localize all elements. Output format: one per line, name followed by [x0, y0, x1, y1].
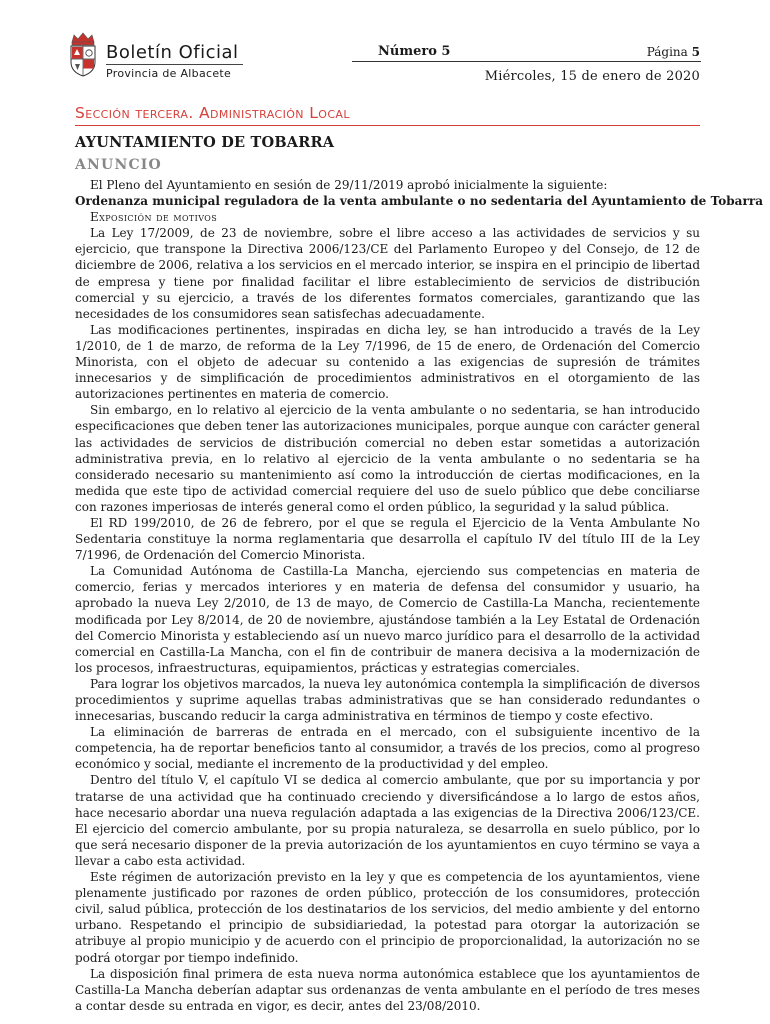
page-indicator — [647, 45, 700, 59]
ordinance-title: Ordenanza municipal reguladora de la venta ambulante o no sedentaria del Ayuntamiento de Tobarra — [75, 194, 764, 209]
body-paragraph: Las modificaciones pertinentes, inspiradas en dicha ley, se han introducido a través de la Ley 1/2010, de 1 de marzo, de reforma de la Ley 7/1996, de 15 de enero, de Ordenación del Comercio Minorista, con el objeto de adecuar su contenido a las exigencias de supresión de trámites innecesarios y de simplificación de procedimientos administrativos en el otorgamiento de las autorizaciones pertinentes en materia de comercio. — [75, 322, 700, 402]
albacete-coat-of-arms-icon — [66, 31, 100, 77]
body-paragraph: Este régimen de autorización previsto en la ley y que es competencia de los ayuntamientos, viene plenamente justificado por razones de orden público, protección de los consumidores, protección civil, salud pública, protección de los destinatarios de los servicios, del medio ambiente y del entorno urbano. Respetando el principio de subsidiariedad, la potestad para otorgar la autorización se atribuye al propio municipio y de acuerdo con el principio de proporcionalidad, la autorización no se podrá otorgar por tiempo indefinido. — [75, 870, 700, 965]
notice-type: ANUNCIO — [75, 157, 162, 173]
bulletin-subtitle: Provincia de Albacete — [106, 67, 232, 80]
intro-paragraph: El Pleno del Ayuntamiento en sesión de 29/11/2019 aprobó inicialmente la siguiente: — [90, 178, 608, 192]
page-label: Página — [646, 45, 688, 59]
body-paragraph: La Comunidad Autónoma de Castilla-La Mancha, ejerciendo sus competencias en materia de comercio, ferias y mercados interiores y en materia de defensa del consumidor y usuario, ha aprobado la nueva Ley 2/2010, de 13 de mayo, de Comercio de Castilla-La Mancha, recientemente modificada por Ley 8/2014, de 20 de noviembre, ajustándose también a la Ley Estatal de Ordenación del Comercio Minorista y estableciendo así un nuevo marco jurídico para el desarrollo de la actividad comercial en Castilla-La Mancha, con el fin de contribuir de manera decisiva a la modernización de los procesos, infraestructuras, equipamientos, prácticas y estrategias comerciales. — [75, 564, 700, 675]
header-rule — [352, 61, 701, 62]
notice-body — [75, 177, 764, 1014]
page-number: 5 — [691, 45, 700, 59]
body-paragraph: Dentro del título V, el capítulo VI se dedica al comercio ambulante, que por su importancia y por tratarse de una actividad que ha continuado creciendo y diversificándose a lo largo de estos años, hace necesario abordar una nueva regulación adaptada a las exigencias de la Directiva 2006/123/CE. El ejercicio del comercio ambulante, por su propia naturaleza, se desarrolla en suelo público, por lo que será necesario disponer de la previa autorización de los ayuntamientos en cuyo término se vaya a llevar a cabo esta actividad. — [75, 773, 700, 868]
body-paragraph: Para lograr los objetivos marcados, la nueva ley autonómica contempla la simplificación de diversos procedimientos y suprime aquellas trabas administrativas que se han considerado redundantes o innecesarias, buscando reducir la carga administrativa en términos de tiempo y coste efectivo. — [75, 676, 700, 724]
bulletin-title: Boletín Oficial — [106, 42, 239, 63]
body-paragraph: La Ley 17/2009, de 23 de noviembre, sobre el libre acceso a las actividades de servicios y su ejercicio, que transpone la Directiva 2006/123/CE del Parlamento Europeo y del Consejo, de 12 de diciembre de 2006, relativa a los servicios en el mercado interior, se inspira en el principio de libertad de empresa y tiene por finalidad facilitar el libre establecimiento de servicios de distribución comercial y su ejercicio, a través de los diferentes formatos comerciales, garantizando que las necesidades de los consumidores sean satisfechas adecuadamente. — [75, 226, 700, 321]
entity-heading: AYUNTAMIENTO DE TOBARRA — [75, 134, 335, 151]
issue-number: Número 5 — [378, 44, 451, 59]
body-paragraph: Sin embargo, en lo relativo al ejercicio de la venta ambulante o no sedentaria, se han introducido especificaciones que deben tener las autorizaciones municipales, porque aunque con carácter general las actividades de servicios de distribución comercial no deben estar sometidas a autorización administrativa previa, en lo relativo al ejercicio de la venta ambulante o no sedentaria se ha considerado necesario su mantenimiento así como la introducción de ciertas modificaciones, en la medida que este tipo de actividad comercial requiere del uso de suelo público que debe conciliarse con razones imperiosas de interés general como el orden público, la seguridad y la salud pública. — [75, 403, 700, 514]
subheading: Exposición de motivos — [90, 210, 218, 225]
bulletin-title-rule — [106, 64, 243, 65]
body-paragraph: El RD 199/2010, de 26 de febrero, por el que se regula el Ejercicio de la Venta Ambulante No Sedentaria constituye la norma reglamentaria que desarrolla el capítulo IV del título III de la Ley 7/1996, de Ordenación del Comercio Minorista. — [75, 515, 700, 563]
section-heading: Sección tercera. Administración Local — [75, 104, 350, 122]
body-paragraph: La disposición final primera de esta nueva norma autonómica establece que los ayuntamientos de Castilla-La Mancha deberían adaptar sus ordenanzas de venta ambulante en el período de tres meses a contar desde su entrada en vigor, es decir, antes del 23/08/2010. — [75, 966, 700, 1013]
section-rule — [75, 125, 700, 126]
issue-date: Miércoles, 15 de enero de 2020 — [484, 69, 700, 84]
body-paragraph: La eliminación de barreras de entrada en el mercado, con el subsiguiente incentivo de la competencia, ha de reportar beneficios tanto al consumidor, a través de los precios, como al progreso económico y social, mediante el incremento de la productividad y del empleo. — [75, 725, 700, 772]
